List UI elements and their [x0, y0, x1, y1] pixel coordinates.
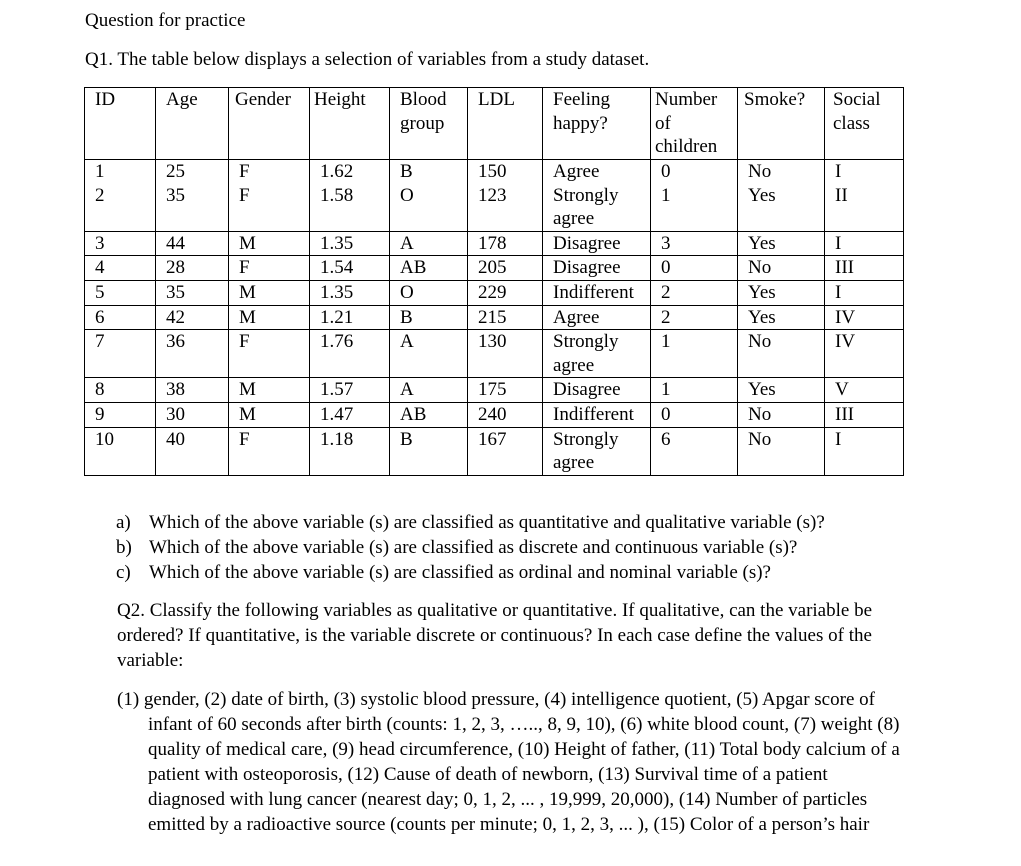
table-cell: 36 — [156, 330, 229, 378]
table-cell: III — [825, 256, 904, 281]
table-cell: 4 — [85, 256, 156, 281]
table-row — [85, 378, 904, 403]
table-cell: 42 — [156, 305, 229, 330]
table-cell: Yes — [738, 305, 825, 330]
column-header: Smoke? — [738, 88, 825, 160]
table-cell: 1 — [651, 184, 738, 232]
table-cell: Agree — [543, 160, 651, 184]
table-cell: 1 — [85, 160, 156, 184]
table-cell: F — [229, 160, 310, 184]
table-row — [85, 231, 904, 256]
table-cell: F — [229, 256, 310, 281]
table-header-row — [85, 88, 904, 160]
table-cell: Yes — [738, 231, 825, 256]
table-cell: 3 — [85, 231, 156, 256]
table-cell: M — [229, 231, 310, 256]
table-cell: 44 — [156, 231, 229, 256]
table-cell: Agree — [543, 305, 651, 330]
table-row — [85, 256, 904, 281]
table-cell: Strongly agree — [543, 184, 651, 232]
question-2-text: Q2. Classify the following variables as qualitative or quantitative. If qualitative, can the variable be ordered? If quantitative, is the variable discrete or continuous? In each case define the values of the variable: — [117, 600, 873, 671]
table-cell: 1 — [651, 330, 738, 378]
table-cell: 10 — [85, 427, 156, 475]
column-header: LDL — [468, 88, 543, 160]
table-row — [85, 280, 904, 305]
list-item — [116, 510, 825, 535]
table-cell: 175 — [468, 378, 543, 403]
table-cell: 167 — [468, 427, 543, 475]
table-cell: 1.62 — [310, 160, 390, 184]
table-cell: 6 — [85, 305, 156, 330]
variables-paragraph: (1) gender, (2) date of birth, (3) systolic blood pressure, (4) intelligence quotient, (5) Apgar score of infant of 60 seconds after birth (counts: 1, 2, 3, ….., 8, 9, 10), (6) white blood count, (7) weight (8) quality of medical care, (9) head circumference, (10) Height of father, (11) Total body calcium of a patient with osteoporosis, (12) Cause of death of newborn, (13) Survival time of a patient diagnosed with lung cancer (nearest day; 0, 1, 2, ... , 19,999, 20,000), (14) Number of particles emitted by a radioactive source (counts per minute; 0, 1, 2, 3, ... ), (15) Color of a person’s hair — [117, 689, 900, 835]
table-cell: 178 — [468, 231, 543, 256]
table-row — [85, 330, 904, 378]
table-cell: II — [825, 184, 904, 232]
table-cell: 28 — [156, 256, 229, 281]
list-item-text: Which of the above variable (s) are classified as quantitative and qualitative variable (s)? — [149, 512, 825, 533]
table-cell: 2 — [651, 305, 738, 330]
table-cell: No — [738, 330, 825, 378]
table-cell: 25 — [156, 160, 229, 184]
table-cell: No — [738, 427, 825, 475]
table-cell: A — [390, 330, 468, 378]
list-item-label: c) — [116, 562, 131, 583]
table-cell: Yes — [738, 280, 825, 305]
table-cell: IV — [825, 330, 904, 378]
table-cell: I — [825, 427, 904, 475]
column-header: Blood group — [390, 88, 468, 160]
column-header: Gender — [229, 88, 310, 160]
table-cell: Disagree — [543, 231, 651, 256]
column-header: Social class — [825, 88, 904, 160]
table-cell: 215 — [468, 305, 543, 330]
table-cell: O — [390, 184, 468, 232]
page-heading: Question for practice — [85, 10, 246, 31]
column-header: Feeling happy? — [543, 88, 651, 160]
table-cell: 0 — [651, 256, 738, 281]
table-cell: 123 — [468, 184, 543, 232]
table-cell: 30 — [156, 402, 229, 427]
list-item-text: Which of the above variable (s) are classified as ordinal and nominal variable (s)? — [149, 562, 771, 583]
table-cell: 35 — [156, 184, 229, 232]
table-cell: 229 — [468, 280, 543, 305]
table-cell: Indifferent — [543, 402, 651, 427]
table-cell: Disagree — [543, 256, 651, 281]
list-item — [116, 535, 825, 560]
table-cell: No — [738, 160, 825, 184]
table-cell: 1.58 — [310, 184, 390, 232]
table-cell: 7 — [85, 330, 156, 378]
table-cell: 9 — [85, 402, 156, 427]
table-cell: No — [738, 256, 825, 281]
table-cell: 2 — [651, 280, 738, 305]
list-item-label: a) — [116, 512, 131, 533]
table-cell: Strongly agree — [543, 427, 651, 475]
table-cell: 3 — [651, 231, 738, 256]
table-cell: I — [825, 280, 904, 305]
table-cell: 2 — [85, 184, 156, 232]
variables-list-text — [117, 687, 907, 837]
table-cell: Strongly agree — [543, 330, 651, 378]
table-cell: M — [229, 402, 310, 427]
table-cell: 1.21 — [310, 305, 390, 330]
table-cell: B — [390, 160, 468, 184]
table-cell: 1.35 — [310, 280, 390, 305]
table-cell: F — [229, 184, 310, 232]
table-cell: M — [229, 305, 310, 330]
sub-question-list — [116, 510, 825, 585]
table-cell: M — [229, 378, 310, 403]
table-row — [85, 160, 904, 184]
table-cell: 1.35 — [310, 231, 390, 256]
table-cell: AB — [390, 256, 468, 281]
study-dataset-table — [84, 87, 904, 476]
list-item-label: b) — [116, 537, 132, 558]
table-cell: B — [390, 427, 468, 475]
table-cell: 1 — [651, 378, 738, 403]
question-1-intro: Q1. The table below displays a selection of variables from a study dataset. — [85, 49, 650, 70]
table-cell: AB — [390, 402, 468, 427]
table-cell: 130 — [468, 330, 543, 378]
table-cell: 205 — [468, 256, 543, 281]
table-cell: 1.18 — [310, 427, 390, 475]
table-cell: 150 — [468, 160, 543, 184]
table-cell: Disagree — [543, 378, 651, 403]
column-header: Height — [310, 88, 390, 160]
table-cell: 40 — [156, 427, 229, 475]
table-cell: O — [390, 280, 468, 305]
table-cell: A — [390, 231, 468, 256]
table-cell: I — [825, 160, 904, 184]
table-cell: 6 — [651, 427, 738, 475]
table-row — [85, 402, 904, 427]
table-cell: F — [229, 330, 310, 378]
column-header: Number of children — [651, 88, 738, 160]
table-cell: 8 — [85, 378, 156, 403]
table-row — [85, 305, 904, 330]
table-cell: Yes — [738, 378, 825, 403]
table-cell: I — [825, 231, 904, 256]
list-item — [116, 560, 825, 585]
table-cell: V — [825, 378, 904, 403]
table-cell: No — [738, 402, 825, 427]
table-cell: 5 — [85, 280, 156, 305]
table-cell: 0 — [651, 402, 738, 427]
table-cell: M — [229, 280, 310, 305]
table-cell: 1.57 — [310, 378, 390, 403]
table-cell: 240 — [468, 402, 543, 427]
table-cell: A — [390, 378, 468, 403]
list-item-text: Which of the above variable (s) are classified as discrete and continuous variable (s)? — [149, 537, 798, 558]
table-row — [85, 427, 904, 475]
table-cell: Indifferent — [543, 280, 651, 305]
table-cell: IV — [825, 305, 904, 330]
table-cell: F — [229, 427, 310, 475]
table-cell: 38 — [156, 378, 229, 403]
table-cell: 1.76 — [310, 330, 390, 378]
table-cell: III — [825, 402, 904, 427]
table-row — [85, 184, 904, 232]
table-cell: 1.54 — [310, 256, 390, 281]
table-cell: 35 — [156, 280, 229, 305]
column-header: Age — [156, 88, 229, 160]
table-cell: Yes — [738, 184, 825, 232]
table-cell: 1.47 — [310, 402, 390, 427]
column-header: ID — [85, 88, 156, 160]
table-cell: 0 — [651, 160, 738, 184]
table-cell: B — [390, 305, 468, 330]
